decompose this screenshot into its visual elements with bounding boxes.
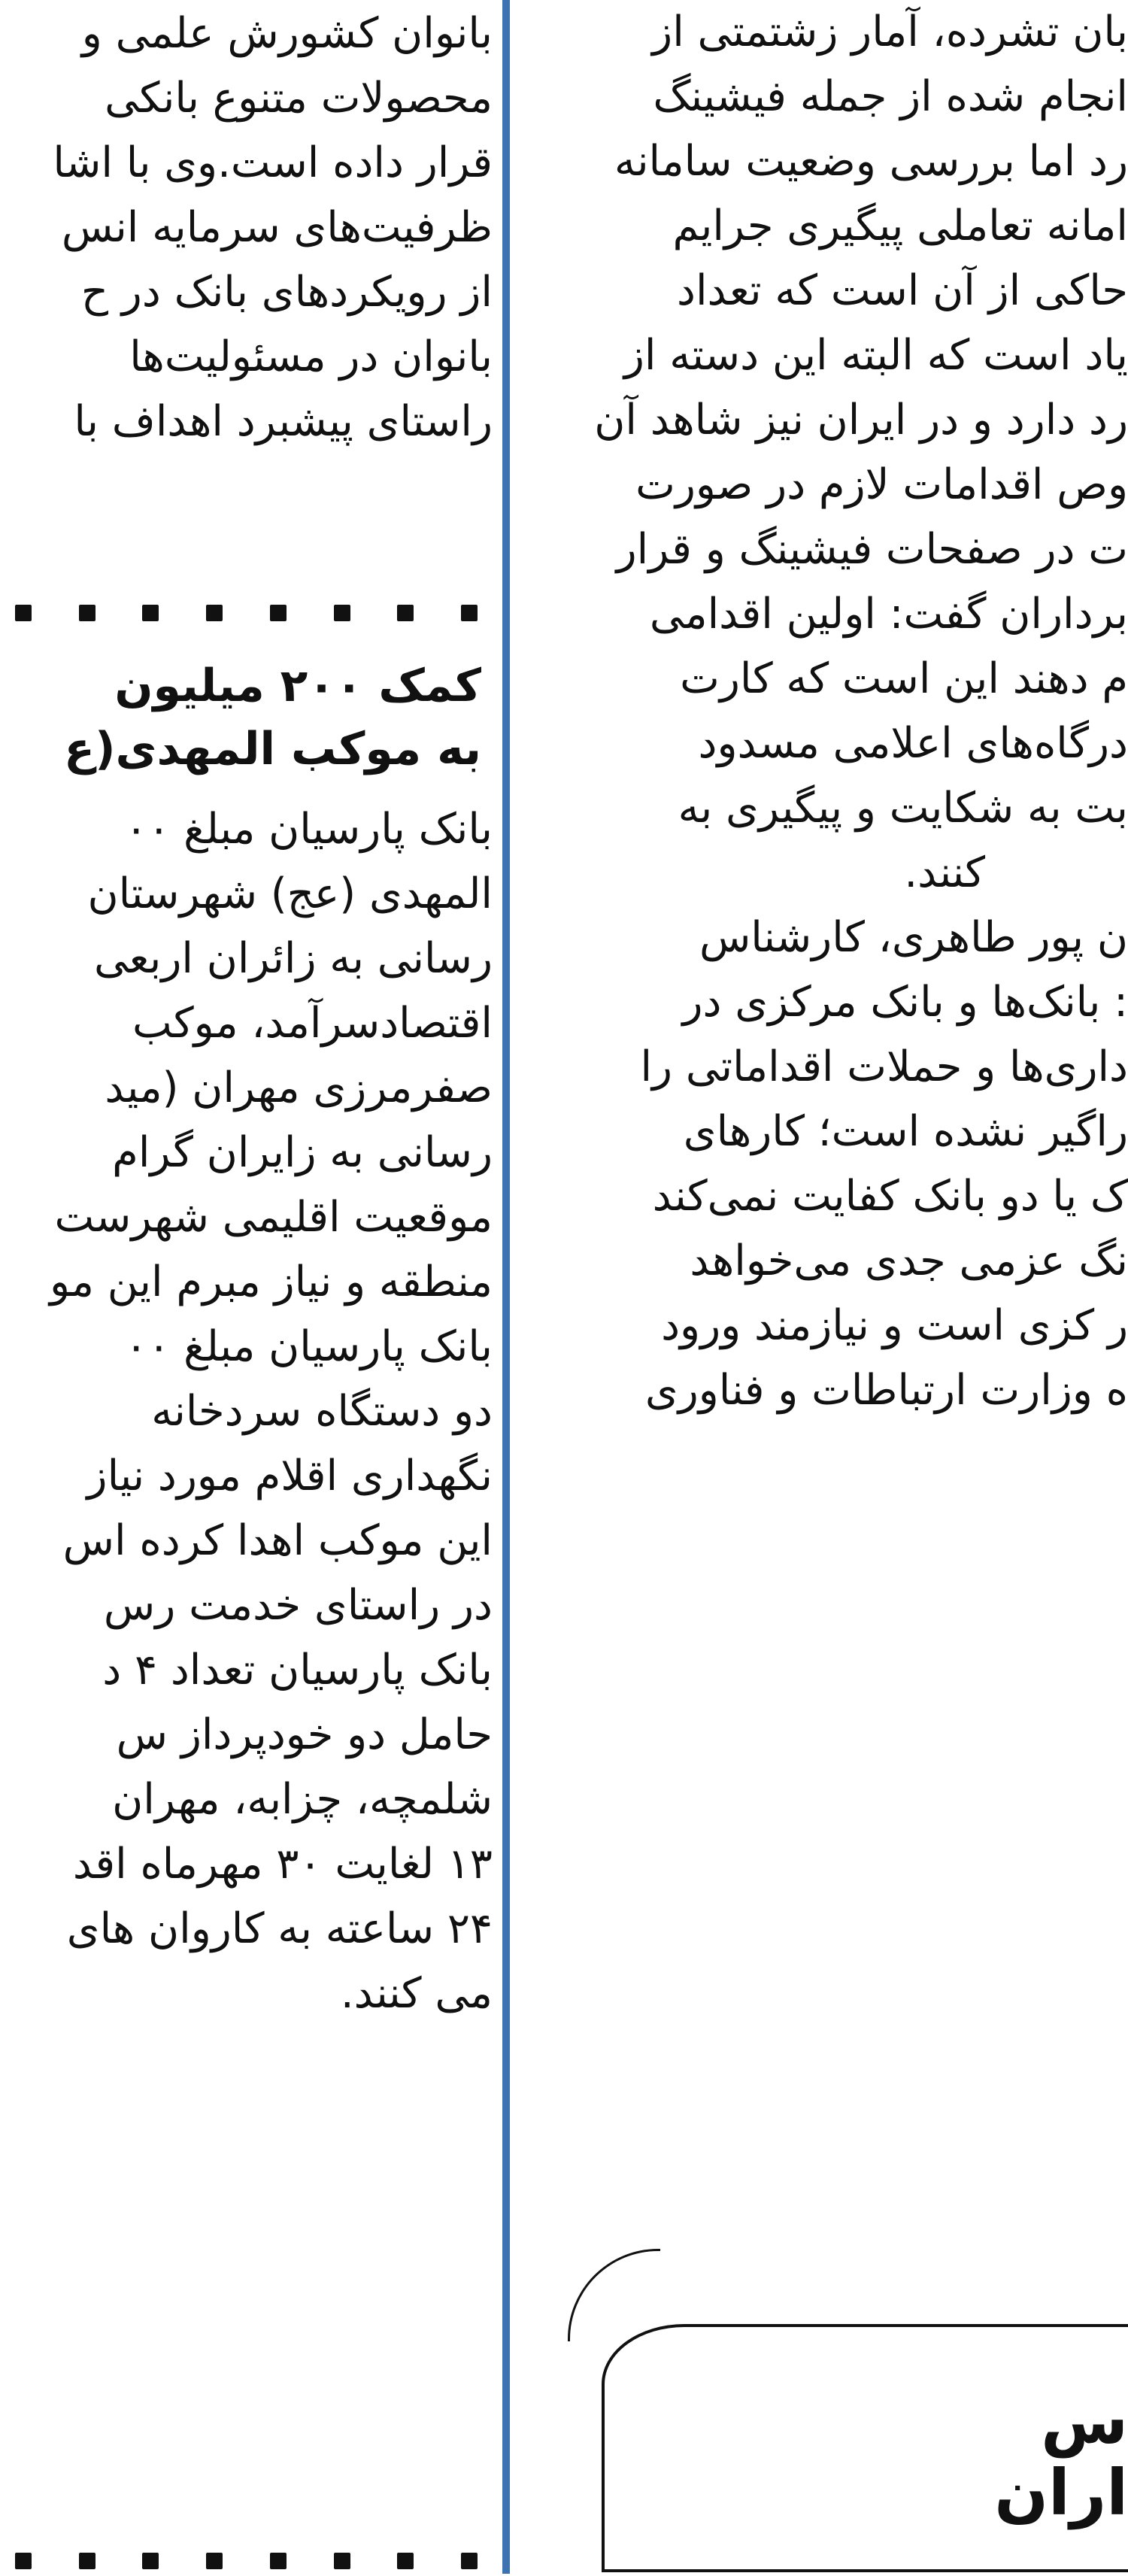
text-line: بانک پارسیان تعداد ۴ د xyxy=(102,1646,493,1695)
text-line: : بانک‌ها و بانک مرکزی در xyxy=(682,978,1128,1027)
dot xyxy=(397,2553,414,2569)
text-line: در راستای خدمت رس xyxy=(103,1581,493,1630)
headline-line: به موکب المهدی(ع xyxy=(64,723,481,775)
text-line: ه وزارت ارتباطات و فناوری xyxy=(644,1366,1128,1415)
text-line: حاکی از آن است که تعداد xyxy=(677,266,1128,315)
text-line: ۲۴ ساعته به کاروان های xyxy=(66,1904,493,1953)
text-line: بانک پارسیان مبلغ ۰۰ xyxy=(125,1322,493,1371)
text-line: رد دارد و در ایران نیز شاهد آن xyxy=(594,396,1128,445)
dot xyxy=(79,605,96,621)
text-line: المهدی (عج) شهرستان xyxy=(87,869,493,918)
dot xyxy=(334,605,350,621)
dot xyxy=(334,2553,350,2569)
text-line: راگیر نشده است؛ کارهای xyxy=(683,1107,1128,1156)
text-line: حامل دو خودپرداز س xyxy=(116,1710,493,1759)
text-line: برداران گفت: اولین اقدامی xyxy=(649,590,1128,639)
ad-decorative-arc xyxy=(568,2249,660,2341)
text-line: قرار داده است.وی با اشا xyxy=(53,138,493,187)
text-line: رسانی به زائران اربعی xyxy=(94,934,493,983)
text-line: موقعیت اقلیمی شهرست xyxy=(54,1193,493,1242)
dot xyxy=(461,605,478,621)
text-line: وص اقدامات لازم در صورت xyxy=(635,460,1128,509)
dot xyxy=(206,2553,223,2569)
column-divider xyxy=(502,0,510,2574)
dot xyxy=(270,605,287,621)
text-line: منطقه و نیاز مبرم این مو xyxy=(50,1258,493,1306)
left-column-intro xyxy=(0,2,493,454)
text-line: رد اما بررسی وضعیت سامانه xyxy=(614,137,1128,186)
text-line: انجام شده از جمله فیشینگ xyxy=(653,72,1128,121)
text-line: بانک پارسیان مبلغ ۰۰ xyxy=(125,805,493,854)
dot xyxy=(461,2553,478,2569)
text-line: ک یا دو بانک کفایت نمی‌کند xyxy=(652,1172,1128,1221)
text-line: اقتصادسرآمد، موکب xyxy=(132,999,493,1048)
dot xyxy=(79,2553,96,2569)
text-line: ن پور طاهری، کارشناس xyxy=(699,913,1128,962)
text-line: این موکب اهدا کرده اس xyxy=(62,1516,493,1565)
advertisement-box xyxy=(602,2324,1128,2572)
dot xyxy=(397,605,414,621)
dot xyxy=(142,2553,159,2569)
text-line: ظرفیت‌های سرمایه انس xyxy=(61,203,493,252)
text-line: محصولات متنوع بانکی xyxy=(105,74,493,123)
dot xyxy=(15,605,32,621)
text-line: رسانی به زایران گرام xyxy=(112,1128,493,1177)
text-line: ۱۳ لغایت ۳۰ مهرماه اقد xyxy=(72,1840,493,1889)
text-line: بانوان در مسئولیت‌ها xyxy=(129,332,493,381)
dot xyxy=(15,2553,32,2569)
text-line: م دهند این است که کارت xyxy=(680,654,1128,703)
text-line: صفرمرزی مهران (مید xyxy=(105,1063,493,1112)
section-separator-dots xyxy=(0,598,493,628)
headline-line: کمک ۲۰۰ میلیون xyxy=(114,660,481,712)
article-headline xyxy=(0,654,481,781)
ad-title-line: س xyxy=(1041,2384,1128,2458)
section-separator-dots xyxy=(0,2546,493,2576)
text-line: نگ عزمی جدی می‌خواهد xyxy=(690,1236,1128,1285)
text-line: داری‌ها و حملات اقداماتی را xyxy=(640,1042,1128,1091)
text-line: بان تشرده، آمار زشتمتی از xyxy=(652,8,1128,56)
text-line: امانه تعاملی پیگیری جرایم xyxy=(672,202,1128,250)
text-line: ت در صفحات فیشینگ و قرار xyxy=(616,525,1128,574)
dot xyxy=(142,605,159,621)
text-line: نگهداری اقلام مورد نیاز xyxy=(86,1452,493,1500)
text-line: شلمچه، چزابه، مهران xyxy=(112,1775,493,1824)
text-line: دو دستگاه سردخانه xyxy=(151,1387,493,1436)
text-line: بانوان کشورش علمی و xyxy=(81,9,493,58)
ad-title-line: اران xyxy=(994,2456,1128,2529)
dot xyxy=(270,2553,287,2569)
right-column-body xyxy=(534,0,1128,1423)
dot xyxy=(206,605,223,621)
left-column-body xyxy=(0,797,493,2026)
text-line: کنند. xyxy=(904,848,985,897)
text-line: راستای پیشبرد اهداف با xyxy=(74,397,493,446)
text-line: ر کزی است و نیازمند ورود xyxy=(661,1301,1128,1350)
text-line: درگاه‌های اعلامی مسدود xyxy=(698,719,1128,768)
text-line: می کنند. xyxy=(340,1969,493,2018)
text-line: از رویکردهای بانک در ح xyxy=(80,268,493,317)
text-line: یاد است که البته این دسته از xyxy=(623,331,1128,380)
text-line: بت به شکایت و پیگیری به xyxy=(678,784,1128,833)
